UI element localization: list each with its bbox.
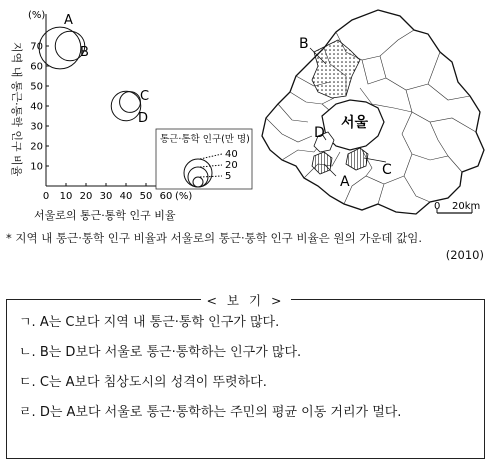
y-tick-label: 70 (30, 41, 43, 53)
point-a (39, 27, 81, 69)
footnote-text: * 지역 내 통근·통학 인구 비율과 서울로의 통근·통학 인구 비율은 원의 가운데 값임. (6, 231, 423, 245)
point-c (120, 92, 141, 113)
point-label-b: B (80, 45, 89, 60)
point-label-c: C (140, 89, 150, 104)
bogi-item-1: ㄱ. A는 C보다 지역 내 통근·통학 인구가 많다. (19, 315, 280, 330)
legend-value-5: 5 (225, 171, 232, 182)
size-legend (156, 129, 252, 189)
bogi-box (6, 293, 485, 459)
size-legend-title: 통근·통학 인구(만 명) (160, 134, 250, 145)
x-tick-label: 50 (139, 191, 153, 202)
y-axis-label: 지역 내 통근·통학 인구 비율 (10, 42, 23, 177)
y-tick-label: 10 (30, 161, 43, 173)
bogi-item-2: ㄴ. B는 D보다 서울로 통근·통학하는 인구가 많다. (19, 345, 302, 360)
x-tick-label: 40 (119, 191, 133, 202)
point-label-a: A (64, 13, 73, 28)
map-label-d: D (314, 125, 325, 141)
x-tick-label: 20 (79, 191, 93, 202)
point-label-d: D (138, 111, 149, 126)
y-tick-label: 50 (30, 81, 43, 93)
scale-bar (434, 201, 480, 213)
footnote-year: (2010) (445, 248, 484, 262)
map-label-c: C (382, 162, 392, 178)
bogi-title: < 보 기 > (200, 291, 290, 309)
x-tick-label: 10 (59, 191, 73, 202)
y-axis-unit: (%) (28, 10, 46, 21)
y-tick-label: 20 (30, 141, 43, 153)
bogi-item-4: ㄹ. D는 A보다 서울로 통근·통학하는 주민의 평균 이동 거리가 멀다. (19, 405, 402, 420)
x-tick-label: 0 (42, 191, 50, 202)
map-label-seoul: 서울 (341, 115, 369, 131)
x-tick-label: 60 (159, 191, 173, 202)
x-tick-label: 30 (99, 191, 113, 202)
scale-dist: 20km (452, 201, 481, 212)
footnote (6, 230, 490, 262)
x-axis-label: 서울로의 통근·통학 인구 비율 (34, 209, 176, 222)
map-label-a: A (340, 174, 350, 190)
legend-value-40: 40 (225, 149, 238, 160)
y-tick-label: 40 (30, 101, 43, 113)
bogi-item-3: ㄷ. C는 A보다 침상도시의 성격이 뚜렷하다. (19, 375, 267, 390)
map-label-b: B (299, 36, 309, 52)
legend-value-20: 20 (225, 160, 238, 171)
scale-zero: 0 (434, 201, 441, 212)
y-tick-label: 60 (30, 61, 43, 73)
y-tick-label: 30 (30, 121, 43, 133)
scatter-chart (10, 10, 252, 222)
x-axis-unit: (%) (175, 191, 193, 202)
metro-map (262, 10, 484, 214)
point-d (111, 91, 141, 121)
